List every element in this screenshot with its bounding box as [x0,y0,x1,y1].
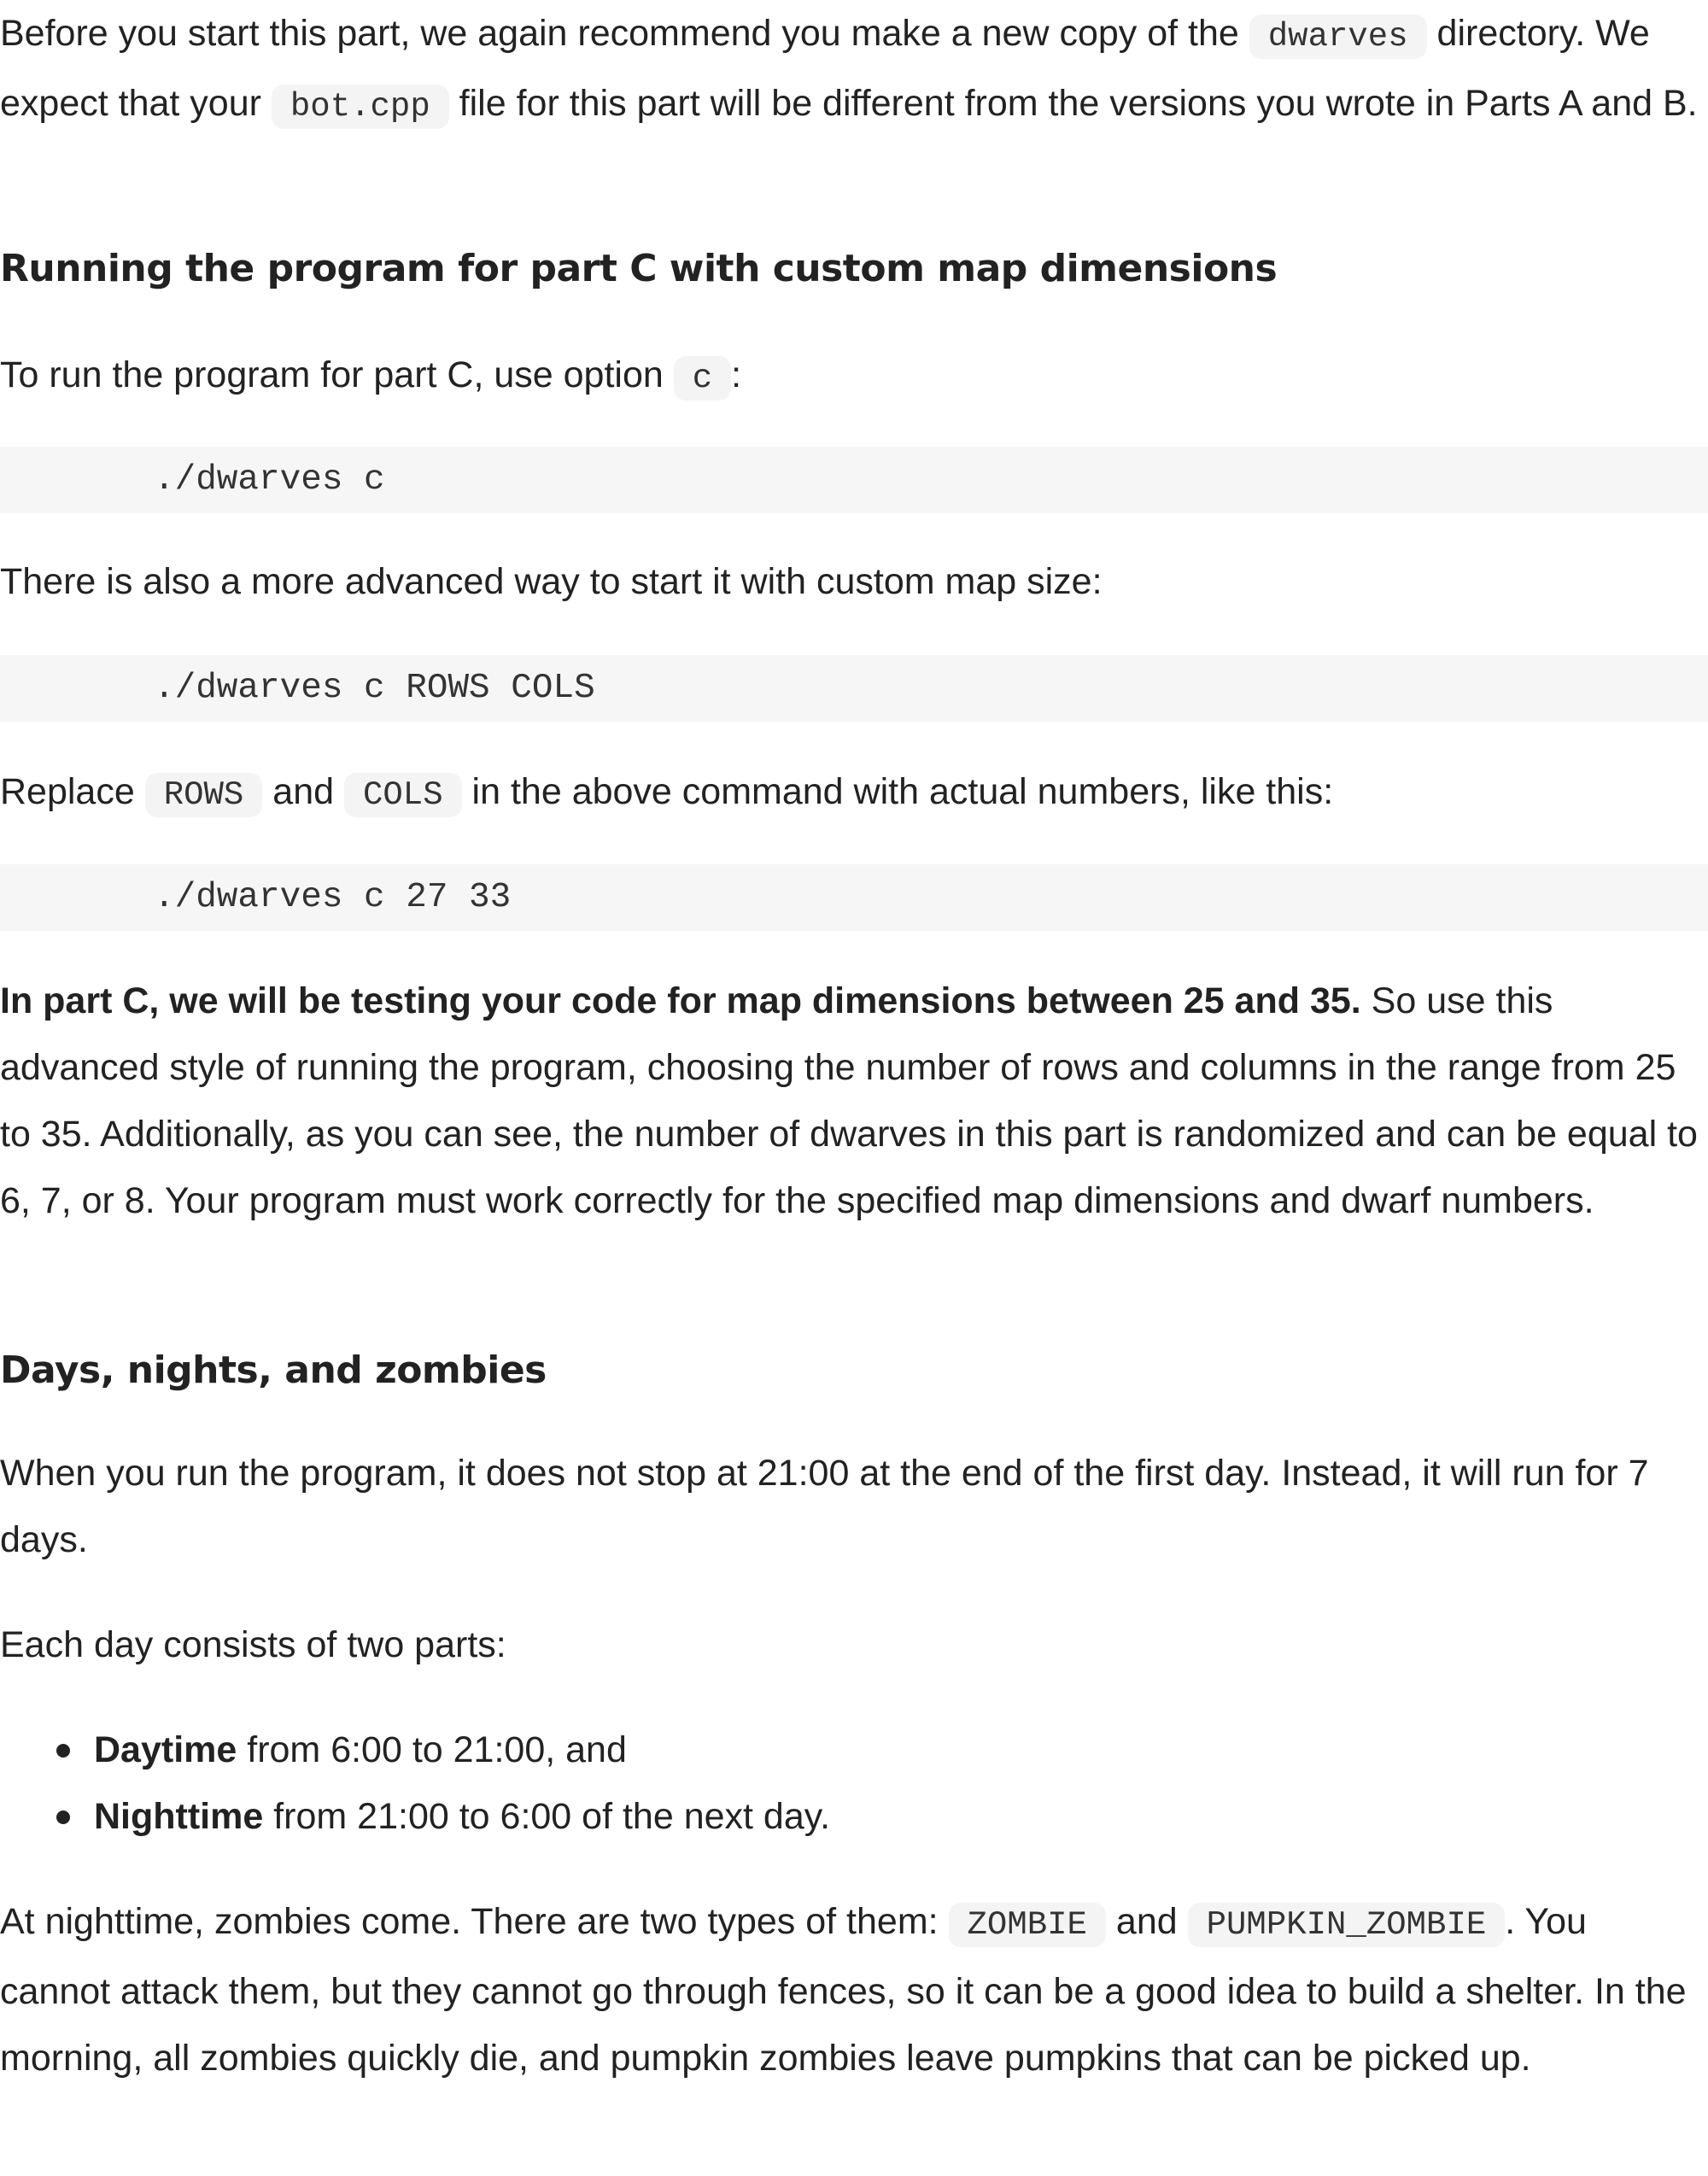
days-run-block [0,1440,1708,1573]
replace-paragraph [0,758,1704,828]
intro-text-3: file for this part will be different from the versions you wrote in Parts A and B. [448,83,1698,124]
day-parts-paragraph: Each day consists of two parts: [0,1624,506,1665]
testing-block [0,968,1708,1234]
zombies-paragraph [0,1888,1704,2091]
code-block-example [0,864,1708,931]
day-parts-list [0,1717,1708,1850]
advanced-paragraph: There is also a more advanced way to start it with custom map size: [0,561,1103,602]
run-option-text-1: To run the program for part C, use option [0,354,674,395]
inline-code-pumpkin-zombie: PUMPKIN_ZOMBIE [1188,1903,1506,1947]
testing-rest-text: So use this advanced style of running the program, choosing the number of rows and columns in the range from 25 to 35. Additionally, as you can see, the number of dwarves in this part is randomized and can be equal to 6, 7, or 8. Your program must work correctly for the specified map dimensions and dwarf numbers. [0,980,1698,1221]
daytime-text: from 6:00 to 21:00, and [237,1729,627,1770]
intro-paragraph [0,0,1704,140]
section-c-heading-block [0,243,1708,295]
inline-code-c: c [674,356,731,401]
run-option-text-2: : [731,354,742,395]
section-days-heading-block [0,1345,1708,1396]
zombies-text-3: . You cannot attack them, but they cannot go through fences, so it can be a good idea to build a shelter. In the morning, all zombies quickly die, and pumpkin zombies leave pumpkins that can be picked up. [0,1901,1687,2079]
inline-code-rows: ROWS [145,773,263,817]
intro-text-1: Before you start this part, we again recommend you make a new copy of the [0,13,1249,54]
testing-paragraph [0,968,1704,1234]
code-block-example-text: ./dwarves c 27 33 [154,878,512,917]
code-block-basic [0,447,1708,513]
run-option-paragraph [0,342,1704,412]
intro-paragraph-block [0,0,1708,140]
section-c-heading: Running the program for part C with custom map dimensions [0,247,1278,290]
day-parts-block [0,1612,1708,1678]
inline-code-dwarves: dwarves [1249,15,1427,59]
day-parts-list-block [0,1717,1708,1850]
inline-code-bot-cpp: bot.cpp [272,85,449,129]
zombies-block [0,1888,1708,2091]
bullet-icon [56,1810,70,1824]
daytime-label: Daytime [94,1729,237,1770]
list-item-daytime [0,1717,1708,1783]
zombies-text-1: At nighttime, zombies come. There are two types of them: [0,1901,949,1942]
code-block-advanced [0,655,1708,722]
nighttime-text: from 21:00 to 6:00 of the next day. [263,1796,831,1837]
inline-code-zombie: ZOMBIE [949,1903,1106,1947]
replace-text-1: Replace [0,771,145,812]
list-item-nighttime [0,1783,1708,1850]
advanced-block [0,548,1708,615]
days-run-paragraph: When you run the program, it does not stop at 21:00 at the end of the first day. Instead, it will run for 7 days. [0,1453,1649,1560]
replace-text-2: and [262,771,344,812]
replace-text-3: in the above command with actual numbers, like this: [461,771,1334,812]
run-option-block [0,342,1708,412]
intro-text-2: directory. We expect that your [0,13,1650,124]
zombies-text-2: and [1105,1901,1188,1942]
code-block-basic-text: ./dwarves c [154,460,385,500]
bullet-icon [56,1744,70,1758]
testing-bold-text: In part C, we will be testing your code for map dimensions between 25 and 35. [0,980,1361,1021]
section-days-heading: Days, nights, and zombies [0,1348,547,1392]
inline-code-cols: COLS [344,773,462,817]
nighttime-label: Nighttime [94,1796,264,1837]
code-block-advanced-text: ./dwarves c ROWS COLS [154,669,595,708]
replace-block [0,758,1708,828]
